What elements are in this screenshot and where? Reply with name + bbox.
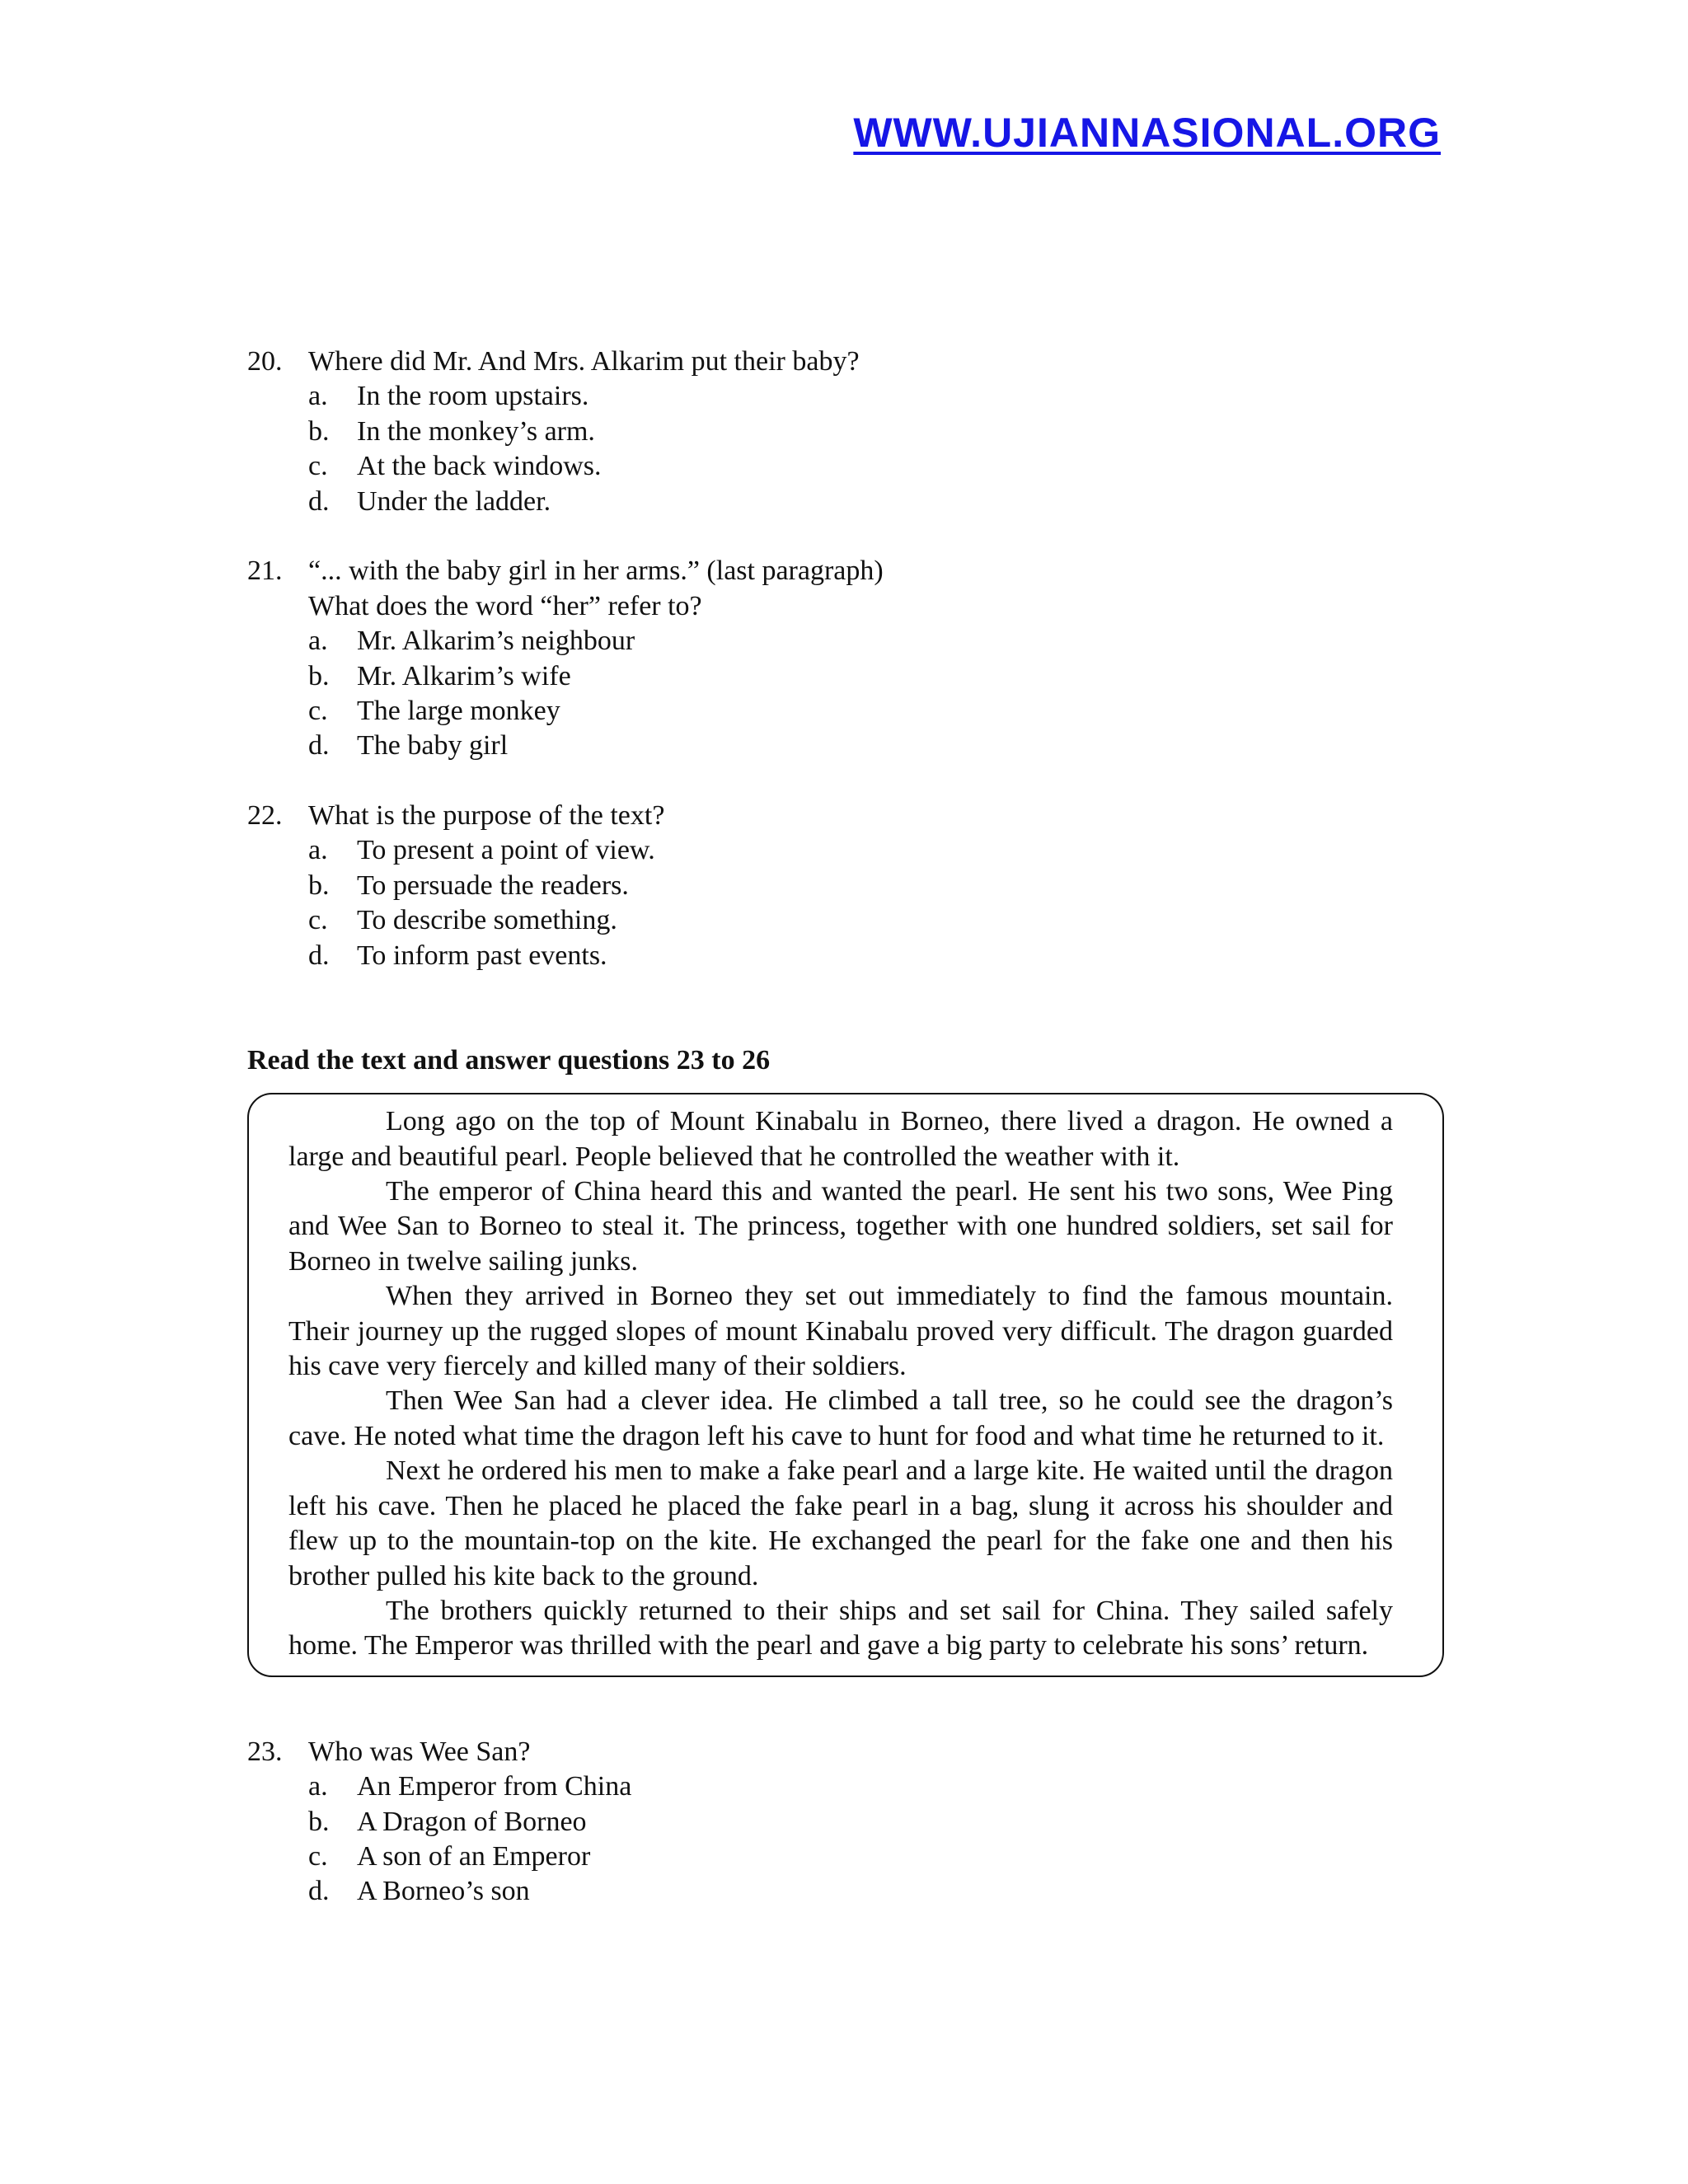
- option-c: [247, 1840, 1447, 1874]
- section-instruction: Read the text and answer questions 23 to 26: [247, 1044, 771, 1076]
- option-c: [247, 694, 1447, 729]
- option-d: [247, 729, 1447, 763]
- option-letter: b.: [308, 660, 330, 691]
- option-letter: b.: [308, 869, 330, 901]
- question-text: Where did Mr. And Mrs. Alkarim put their baby?: [308, 346, 860, 377]
- option-text: To describe something.: [357, 905, 617, 936]
- option-c: [247, 449, 1447, 484]
- reading-paragraph: Long ago on the top of Mount Kinabalu in Borneo, there lived a dragon. He owned a large and beautiful pearl. People believed that he controlled the weather with it.: [288, 1106, 1393, 1172]
- option-text: To persuade the readers.: [357, 869, 629, 901]
- option-letter: c.: [308, 905, 328, 936]
- question-text: Who was Wee San?: [308, 1736, 531, 1767]
- option-letter: c.: [308, 695, 328, 726]
- option-letter: d.: [308, 940, 330, 971]
- option-text: The large monkey: [357, 695, 560, 726]
- reading-paragraph: Next he ordered his men to make a fake pearl and a large kite. He waited until the dragon left his cave. Then he placed he placed the fake pearl in a bag, slung it across his shoulder and flew up to the mountain-top on the kite. He exchanged the pearl for the fake one and then his brother pulled his kite back to the ground.: [288, 1455, 1393, 1591]
- question-23: [247, 1735, 1447, 1910]
- option-a: [247, 1769, 1447, 1804]
- option-d: [247, 939, 1447, 973]
- option-a: [247, 379, 1447, 414]
- option-text: A Dragon of Borneo: [357, 1806, 587, 1837]
- question-number: 21.: [247, 555, 283, 587]
- option-b: [247, 415, 1447, 449]
- option-text: To inform past events.: [357, 940, 607, 971]
- reading-paragraph: Then Wee San had a clever idea. He climbed a tall tree, so he could see the dragon’s cave. He noted what time the dragon left his cave to hunt for food and what time he returned to it.: [288, 1385, 1393, 1451]
- question-number: 20.: [247, 346, 283, 377]
- question-text: “... with the baby girl in her arms.” (last paragraph): [308, 555, 884, 587]
- option-letter: d.: [308, 730, 330, 762]
- option-letter: b.: [308, 1806, 330, 1837]
- option-text: At the back windows.: [357, 451, 602, 482]
- question-20: [247, 344, 1447, 519]
- question-21: [247, 554, 1447, 763]
- question-22: [247, 799, 1447, 973]
- question-text-continued: What does the word “her” refer to?: [308, 590, 702, 621]
- option-text: Under the ladder.: [357, 485, 551, 517]
- question-number: 23.: [247, 1736, 283, 1767]
- option-a: [247, 624, 1447, 658]
- reading-text-box: [247, 1093, 1444, 1677]
- option-letter: d.: [308, 485, 330, 517]
- site-url-link[interactable]: WWW.UJIANNASIONAL.ORG: [853, 110, 1441, 156]
- option-text: An Emperor from China: [357, 1771, 632, 1802]
- option-text: In the monkey’s arm.: [357, 415, 595, 447]
- option-letter: d.: [308, 1876, 330, 1907]
- option-text: Mr. Alkarim’s neighbour: [357, 626, 635, 657]
- option-text: A Borneo’s son: [357, 1876, 530, 1907]
- option-b: [247, 1805, 1447, 1840]
- option-d: [247, 1874, 1447, 1909]
- option-a: [247, 833, 1447, 868]
- option-letter: b.: [308, 415, 330, 447]
- exam-content: [247, 344, 1447, 1910]
- option-b: [247, 659, 1447, 694]
- question-number: 22.: [247, 800, 283, 832]
- reading-paragraph: The emperor of China heard this and wanted the pearl. He sent his two sons, Wee Ping and Wee San to Borneo to steal it. The princess, together with one hundred soldiers, set sail for Borneo in twelve sailing junks.: [288, 1176, 1393, 1277]
- option-letter: a.: [308, 835, 328, 866]
- option-letter: a.: [308, 626, 328, 657]
- option-letter: c.: [308, 451, 328, 482]
- option-b: [247, 869, 1447, 903]
- option-text: To present a point of view.: [357, 835, 655, 866]
- reading-paragraph: When they arrived in Borneo they set out immediately to find the famous mountain. Their journey up the rugged slopes of mount Kinabalu proved very difficult. The dragon guarded his cave very fiercely and killed many of their soldiers.: [288, 1281, 1393, 1382]
- option-text: Mr. Alkarim’s wife: [357, 660, 571, 691]
- option-letter: c.: [308, 1840, 328, 1872]
- option-letter: a.: [308, 381, 328, 412]
- option-letter: a.: [308, 1771, 328, 1802]
- reading-paragraph: The brothers quickly returned to their ships and set sail for China. They sailed safely home. The Emperor was thrilled with the pearl and gave a big party to celebrate his sons’ return.: [288, 1595, 1393, 1661]
- option-text: In the room upstairs.: [357, 381, 589, 412]
- option-text: A son of an Emperor: [357, 1840, 591, 1872]
- option-d: [247, 485, 1447, 519]
- option-text: The baby girl: [357, 730, 509, 762]
- question-text: What is the purpose of the text?: [308, 800, 665, 832]
- option-c: [247, 903, 1447, 938]
